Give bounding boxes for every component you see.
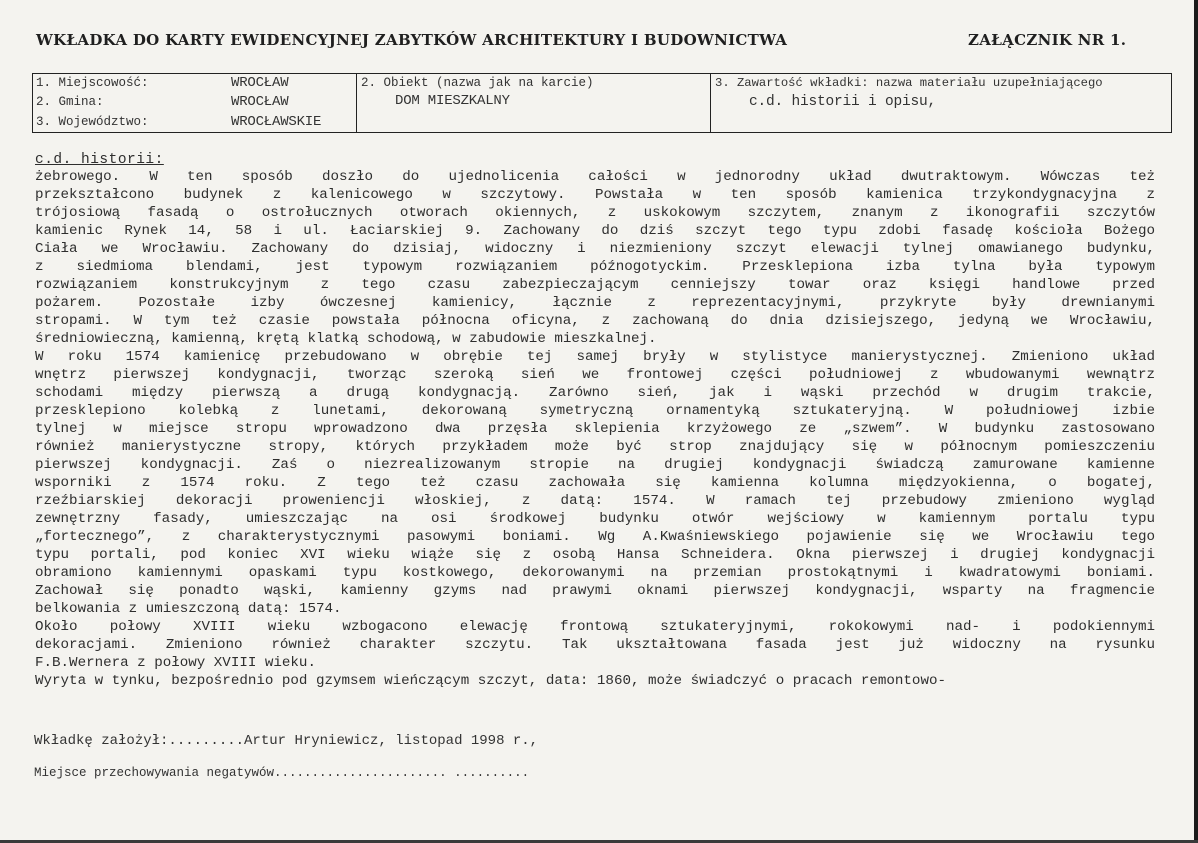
body-line: rozwiązaniem konstrukcyjnym z tego czasu zabezpieczającym cenniejszy towar oraz księgi handlowe przed (35, 277, 1155, 293)
locality-value: WROCŁAW (231, 75, 289, 91)
body-line: przekształcono budynek z kalenicowego w szczytowy. Powstała w ten sposób kamienica trzykondygnacyjna z (35, 187, 1155, 203)
box-divider-1 (356, 74, 357, 132)
locality-label: 1. Miejscowość: (36, 76, 149, 90)
body-line: Zachował się ponadto wąski, kamienny gzyms nad prawymi oknami pierwszej kondygnacji, wsparty na fragmencie (35, 583, 1155, 599)
body-line: W roku 1574 kamienicę przebudowano w obrębie tej samej bryły w stylistyce manierystycznej. Zmieniono układ (35, 349, 1155, 365)
province-label: 3. Województwo: (36, 115, 149, 129)
history-heading-wrap (35, 151, 1155, 169)
scan-edge-right (1194, 0, 1198, 843)
negatives-location-line: Miejsce przechowywania negatywów....................... .......... (34, 766, 530, 780)
contents-label: 3. Zawartość wkładki: nazwa materiału uzupełniającego (715, 76, 1103, 90)
history-body (35, 168, 1155, 690)
body-line: Ciała we Wrocławiu. Zachowany do dzisiaj, widoczny i niezmieniony szczyt elewacji tylnej omawianego budynku, (35, 241, 1155, 257)
body-line: zewnętrzny fasady, umieszczając na osi środkowej budynku otwór wejściowy w kamiennym portalu typu (35, 511, 1155, 527)
body-line: średniowieczną, kamienną, krętą klatką schodową, w zabudowie mieszkalnej. (35, 331, 657, 347)
body-line: również manierystyczne stropy, których przykładem może być strop znajdujący się w północnym pomieszczeniu (35, 439, 1155, 455)
body-line: wsporniki z 1574 roku. Z tego też czasu zachowała się kamienna kolumna międzyokienna, o bogatej, (35, 475, 1155, 491)
contents-value: c.d. historii i opisu, (749, 94, 937, 110)
author-line: Wkładkę założył:.........Artur Hryniewicz, listopad 1998 r., (34, 733, 539, 749)
body-line: F.B.Wernera z połowy XVIII wieku. (35, 655, 316, 671)
body-line: tylnej w miejsce stropu wprowadzono dwa przęsła sklepienia krzyżowego ze „szwem”. W budynku zastosowano (35, 421, 1155, 437)
body-line: schodami między pierwszą a drugą kondygnacją. Zarówno sień, jak i wąski przechód w drugim trakcie, (35, 385, 1155, 401)
body-line: Około połowy XVIII wieku wzbogacono elewację frontową sztukateryjnymi, rokokowymi nad- i podokiennymi (35, 619, 1155, 635)
body-line: z siedmioma blendami, jest typowym rozwiązaniem późnogotyckim. Przesklepiona izba tylna była typowym (35, 259, 1155, 275)
body-line: trójosiową fasadą o ostrołucznych otworach okiennych, z uskokowym szczytem, znanym z ikonografii szczytów (35, 205, 1155, 221)
body-line: belkowania z umieszczoną datą: 1574. (35, 601, 342, 617)
info-box (32, 73, 1172, 133)
document-title: WKŁADKA DO KARTY EWIDENCYJNEJ ZABYTKÓW ARCHITEKTURY I BUDOWNICTWA (36, 31, 788, 49)
body-line: pierwszej kondygnacji. Zaś o niezrealizowanym stropie na drugiej kondygnacji świadczą zamurowane kamienne (35, 457, 1155, 473)
body-line: „fortecznego”, z charakterystycznymi pasowymi boniami. Wg A.Kwaśniewskiego pojawienie się we Wrocławiu tego (35, 529, 1155, 545)
body-line: wnętrz pierwszej kondygnacji, tworząc szeroką sień we frontowej części południowej z wbudowanymi wewnątrz (35, 367, 1155, 383)
municipality-label: 2. Gmina: (36, 95, 104, 109)
body-line: obramiono kamiennymi opaskami typu kostkowego, dekorowanymi na przemian prostokątnymi i kwadratowymi boniami. (35, 565, 1155, 581)
body-line: żebrowego. W ten sposób doszło do ujednolicenia całości w jednorodny układ dwutraktowym. Wówczas też (35, 169, 1155, 185)
municipality-value: WROCŁAW (231, 94, 289, 110)
body-line: pożarem. Pozostałe izby ówczesnej kamienicy, łącznie z reprezentacyjnymi, przykryte były drewnianymi (35, 295, 1155, 311)
body-line: stropami. W tym też czasie powstała północna oficyna, z zachowaną do dnia dzisiejszego, jedyną we Wrocławiu, (35, 313, 1155, 329)
history-heading: c.d. historii: (35, 152, 164, 168)
body-line: rzeźbiarskiej dekoracji proweniencji włoskiej, z datą: 1574. W ramach tej przebudowy zmieniono wygląd (35, 493, 1155, 509)
body-line: kamienic Rynek 14, 58 i ul. Łaciarskiej 9. Zachowany do dziś szczyt tego typu zdobi fasadę kościoła Bożego (35, 223, 1155, 239)
body-line: typu portali, pod koniec XVI wieku wiąże się z osobą Hansa Schneidera. Okna pierwszej i drugiej kondygnacji (35, 547, 1155, 563)
object-value: DOM MIESZKALNY (395, 93, 510, 109)
province-value: WROCŁAWSKIE (231, 114, 322, 130)
box-divider-2 (710, 74, 711, 132)
body-line: przesklepiono kolebką z lunetami, dekorowaną symetryczną ornamentyką sztukateryjną. W południowej izbie (35, 403, 1155, 419)
body-line: Wyryta w tynku, bezpośrednio pod gzymsem wieńczącym szczyt, data: 1860, może świadczyć o pracach remontowo- (35, 673, 946, 689)
object-label: 2. Obiekt (nazwa jak na karcie) (361, 76, 594, 90)
body-line: dekoracjami. Zmieniono również charakter szczytu. Tak ukształtowana fasada jest już widoczny na rysunku (35, 637, 1155, 653)
annex-number: ZAŁĄCZNIK NR 1. (968, 31, 1127, 49)
